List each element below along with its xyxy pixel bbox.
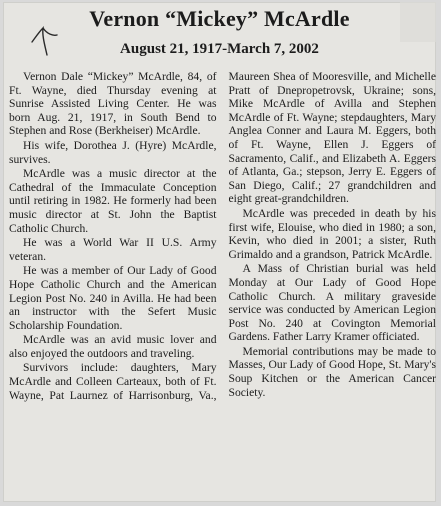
paragraph: McArdle was a music director at the Cathedral of the Immaculate Conception until retiring in 1982. He formerly had been music director at St. John the Baptist Catholic Church.	[9, 167, 217, 235]
obituary-clipping	[3, 2, 436, 502]
obituary-headline: Vernon “Mickey” McArdle	[89, 6, 350, 31]
paragraph: Survivors include: daughters, Mary McArdle and Colleen Carteaux, both of Ft. Wayne, Pat Laurnez of Harrisonburg, Va., Maureen Shea of Mooresville, and Michelle Pratt of Dnepropetrovsk, Ukraine; sons, Mike McArdle of Avilla and Stephen McArdle of Ft. Wayne; stepdaughters, Mary Anglea Conner and Laura M. Eggers, both of Ft. Wayne, Ellen J. Eggers of Sacramento, Calif., and Elizabeth A. Eggers of Atlanta, Ga.; stepson, Jerry E. Eggers of San Diego, Calif.; 27 grandchildren and eight great-grandchildren.	[9, 70, 436, 402]
obituary-dates: August 21, 1917-March 7, 2002	[120, 41, 319, 57]
paragraph: His wife, Dorothea J. (Hyre) McArdle, survives.	[9, 138, 217, 166]
paragraph: McArdle was preceded in death by his first wife, Elouise, who died in 1980; a son, Kevin, who died in 2001; a sister, Ruth Grimaldo and a grandson, Patrick McArdle.	[228, 206, 436, 261]
paragraph: Vernon Dale “Mickey” McArdle, 84, of Ft. Wayne, died Thursday evening at Sunrise Assisted Living Center. He was born Aug. 21, 1917, in South Bend to Stephen and Rose (Berkheiser) McArdle.	[9, 70, 217, 138]
paragraph: He was a World War II U.S. Army veteran.	[9, 236, 217, 263]
obituary-body	[9, 70, 436, 500]
paragraph: McArdle was an avid music lover and also enjoyed the outdoors and traveling.	[9, 333, 217, 360]
paragraph: He was a member of Our Lady of Good Hope Catholic Church and the American Legion Post No. 240 in Avilla. He had been an instructor with the Sefert Music Scholarship Foundation.	[9, 264, 217, 332]
paragraph: A Mass of Christian burial was held Monday at Our Lady of Good Hope Catholic Church. A military graveside service was conducted by American Legion Post No. 240 at Covington Memorial Gardens. Father Larry Kramer officiated.	[228, 262, 436, 344]
paragraph: Memorial contributions may be made to Masses, Our Lady of Good Hope, St. Mary's Soup Kitchen or the American Cancer Society.	[228, 344, 436, 399]
